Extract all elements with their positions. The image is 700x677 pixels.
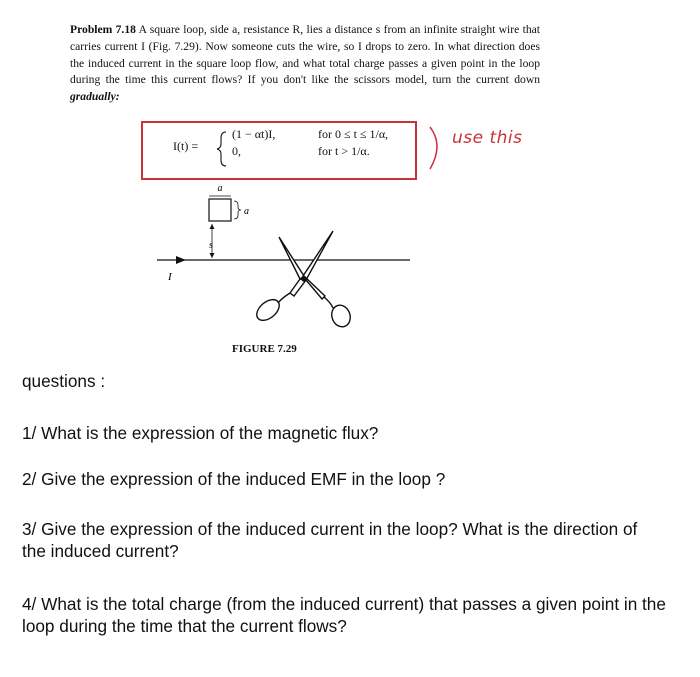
figure-caption: FIGURE 7.29 (232, 343, 297, 355)
problem-text: A square loop, side a, resistance R, lies a distance s from an infinite straight wire that carries current I (Fig. 7.29). Now someone cuts the wire, so I drops to zero. In what direction does the induced current in the square loop flow, and what total charge passes a given point in the loop during the time this current flows? If you don't like the scissors model, turn the current down (70, 23, 540, 87)
label-current-I: I (168, 271, 172, 283)
equation-lhs: I(t) = (173, 139, 199, 153)
equation-case2-cond: for t > 1/α. (318, 144, 370, 158)
problem-emphasis: gradually: (70, 90, 120, 104)
label-distance-s: s (209, 240, 213, 251)
equation-case1-cond: for 0 ≤ t ≤ 1/α, (318, 127, 389, 141)
handwritten-note: use this (452, 128, 523, 148)
question-2: 2/ Give the expression of the induced EMF in the loop ? (22, 469, 446, 489)
label-top-a: a (217, 183, 223, 194)
current-arrow (176, 256, 186, 264)
problem-label: Problem 7.18 (70, 23, 136, 36)
question-1: 1/ What is the expression of the magnetic flux? (22, 423, 379, 443)
question-4: 4/ What is the total charge (from the induced current) that passes a given point in the loop during the time that the current flows? (22, 594, 666, 636)
side-brace (234, 201, 241, 219)
scissors-icon (253, 231, 353, 329)
square-loop (209, 199, 231, 221)
distance-arrow-up (210, 224, 215, 229)
questions-heading: questions : (22, 371, 106, 391)
equation-case2-expr: 0, (232, 144, 241, 158)
equation-case1-expr: (1 − αt)I, (232, 127, 276, 141)
question-3: 3/ Give the expression of the induced current in the loop? What is the direction of the induced current? (22, 519, 638, 561)
label-side-a: a (244, 206, 249, 217)
distance-arrow-down (210, 253, 215, 258)
